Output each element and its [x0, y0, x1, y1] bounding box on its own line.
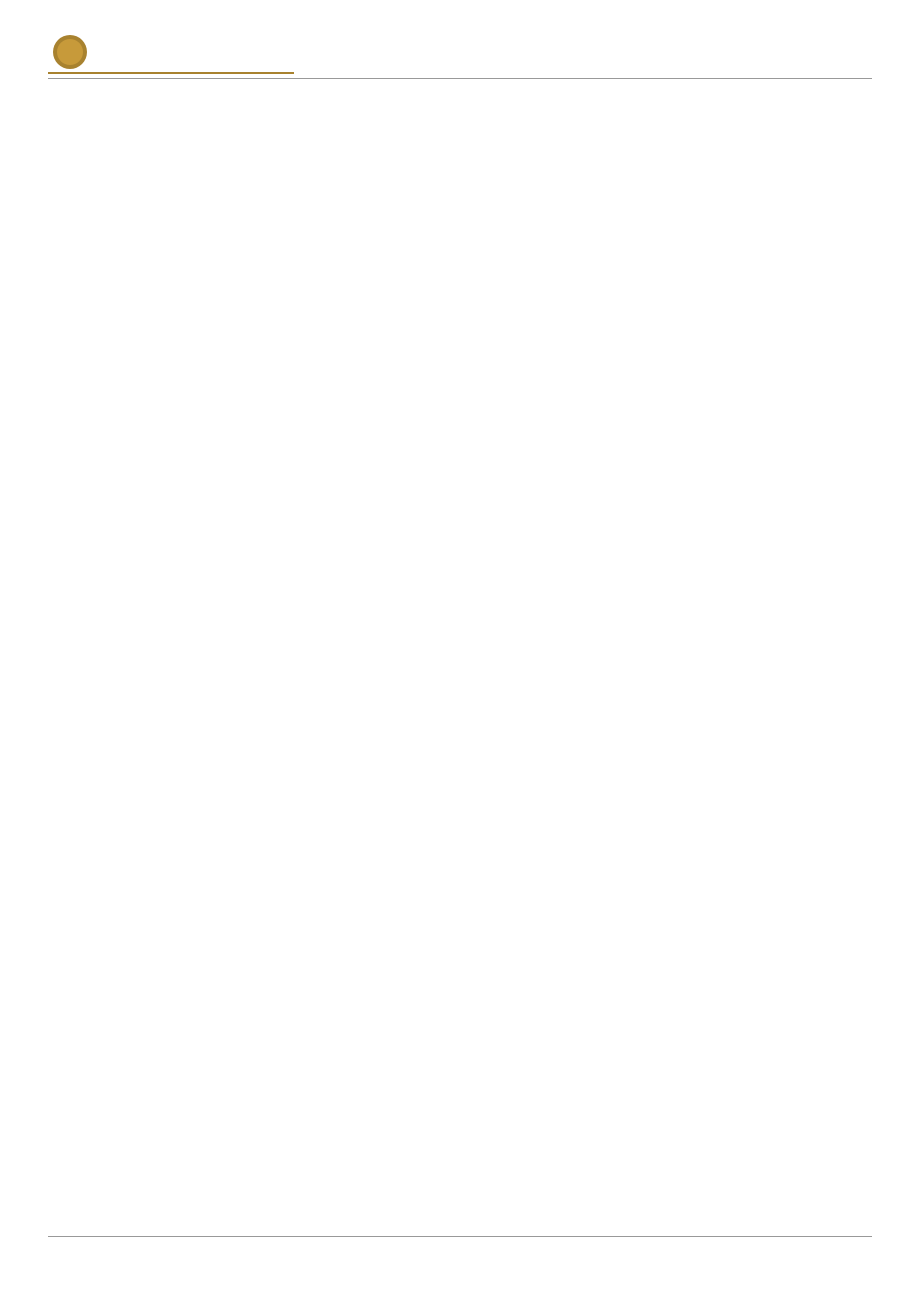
- logo-underline: [48, 72, 294, 74]
- footer-divider: [48, 1236, 872, 1237]
- logo-badge-icon: [52, 34, 88, 70]
- page-header: [0, 0, 920, 80]
- company-logo: [48, 30, 94, 74]
- header-divider: [48, 78, 872, 79]
